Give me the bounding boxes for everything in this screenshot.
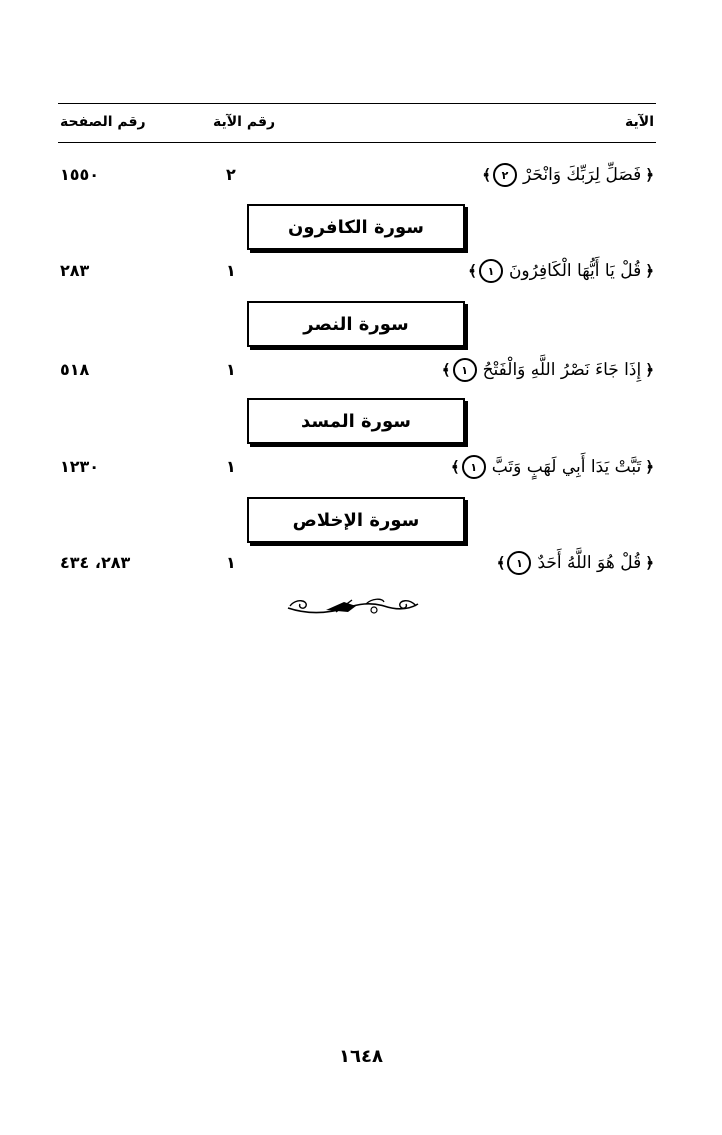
ayah-number: ١	[226, 360, 236, 379]
open-bracket: ﴿	[645, 458, 654, 476]
open-bracket: ﴿	[645, 262, 654, 280]
verse-column-header: الآية	[625, 114, 654, 130]
surah-title-box: سورة الإخلاص	[247, 497, 465, 543]
table-row	[58, 548, 656, 578]
close-bracket: ﴾	[441, 361, 451, 379]
ayah-marker-icon: ١	[453, 358, 477, 382]
surah-title-box: سورة المسد	[247, 398, 465, 444]
ayah-number: ١	[226, 457, 236, 476]
ayah-marker-icon: ٢	[493, 163, 517, 187]
verse-text: قُلْ هُوَ اللَّهُ أَحَدٌ	[537, 553, 642, 573]
verse	[442, 355, 654, 385]
ayah-marker-icon: ١	[462, 455, 486, 479]
close-bracket: ﴾	[496, 554, 506, 572]
verse	[497, 548, 654, 578]
ayah-column-header: رقم الآية	[213, 114, 276, 130]
ayah-marker-icon: ١	[479, 259, 503, 283]
ornament-divider-icon	[286, 592, 420, 622]
open-bracket: ﴿	[645, 361, 654, 379]
table-row	[58, 160, 656, 190]
table-row	[58, 355, 656, 385]
surah-title-box: سورة الكافرون	[247, 204, 465, 250]
table-header	[58, 103, 656, 143]
verse-text: قُلْ يَا أَيُّهَا الْكَافِرُونَ	[508, 261, 642, 281]
page-number: ٢٨٣	[60, 261, 90, 280]
page-number: ٢٨٣، ٤٣٤	[60, 553, 131, 572]
close-bracket: ﴾	[450, 458, 460, 476]
verse	[468, 256, 654, 286]
surah-title-box: سورة النصر	[247, 301, 465, 347]
ayah-marker-icon: ١	[507, 551, 531, 575]
verse-text: فَصَلِّ لِرَبِّكَ وَانْحَرْ	[523, 165, 642, 185]
page-number: ١٥٥٠	[60, 165, 100, 184]
table-row	[58, 256, 656, 286]
verse-text: إِذَا جَاءَ نَصْرُ اللَّهِ وَالْفَتْحُ	[482, 360, 642, 380]
ayah-number: ٢	[226, 165, 236, 184]
page-column-header: رقم الصفحة	[60, 114, 146, 130]
verse	[482, 160, 654, 190]
open-bracket: ﴿	[645, 166, 654, 184]
ayah-number: ١	[226, 261, 236, 280]
page-footer-number: ١٦٤٨	[339, 1046, 383, 1067]
close-bracket: ﴾	[482, 166, 492, 184]
page-number: ١٢٣٠	[60, 457, 100, 476]
table-row	[58, 452, 656, 482]
page-number: ٥١٨	[60, 360, 90, 379]
verse-text: تَبَّتْ يَدَا أَبِي لَهَبٍ وَتَبَّ	[491, 457, 642, 477]
verse	[451, 452, 654, 482]
close-bracket: ﴾	[468, 262, 477, 280]
open-bracket: ﴿	[645, 554, 654, 572]
ayah-number: ١	[226, 553, 236, 572]
